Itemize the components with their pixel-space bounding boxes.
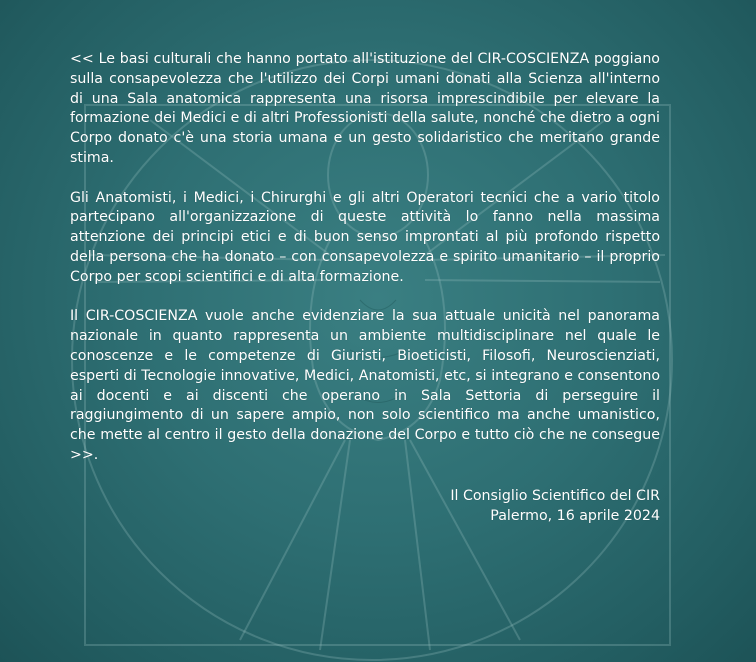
signature-place-date: Palermo, 16 aprile 2024 (490, 507, 660, 524)
signature-author: Il Consiglio Scientifico del CIR (450, 487, 660, 504)
paragraph-1: << Le basi culturali che hanno portato all'istituzione del CIR-COSCIENZA poggiano sulla consapevolezza che l'utilizzo dei Corpi umani donati alla Scienza all'interno di una Sala anatomica rappresenta una risorsa imprescindibile per elevare la formazione dei Medici e di altri Professionisti della salute, nonché che dietro a ogni Corpo donato c'è una storia umana e un gesto solidaristico che meritano grande stima. (70, 51, 660, 166)
signature-block (70, 486, 660, 526)
paragraph-3: Il CIR-COSCIENZA vuole anche evidenziare la sua attuale unicità nel panorama nazionale in quanto rappresenta un ambiente multidisciplinare nel quale le conoscenze e le competenze di Giuristi, Bioeticisti, Filosofi, Neuroscienziati, esperti di Tecnologie innovative, Medici, Anatomisti, etc, si integrano e consentono ai docenti e ai discenti che operano in Sala Settoria di perseguire il raggiungimento di un sapere ampio, non solo scientifico ma anche umanistico, che mette al centro il gesto della donazione del Corpo e tutto ciò che ne consegue >>. (70, 308, 660, 463)
text-block (70, 50, 660, 526)
paragraph-2: Gli Anatomisti, i Medici, i Chirurghi e gli altri Operatori tecnici che a vario titolo partecipano all'organizzazione di queste attività lo fanno nella massima attenzione dei principi etici e di buon senso improntati al più profondo rispetto della persona che ha donato – con consapevolezza e spirito umanitario – il proprio Corpo per scopi scientifici e di alta formazione. (70, 189, 660, 285)
